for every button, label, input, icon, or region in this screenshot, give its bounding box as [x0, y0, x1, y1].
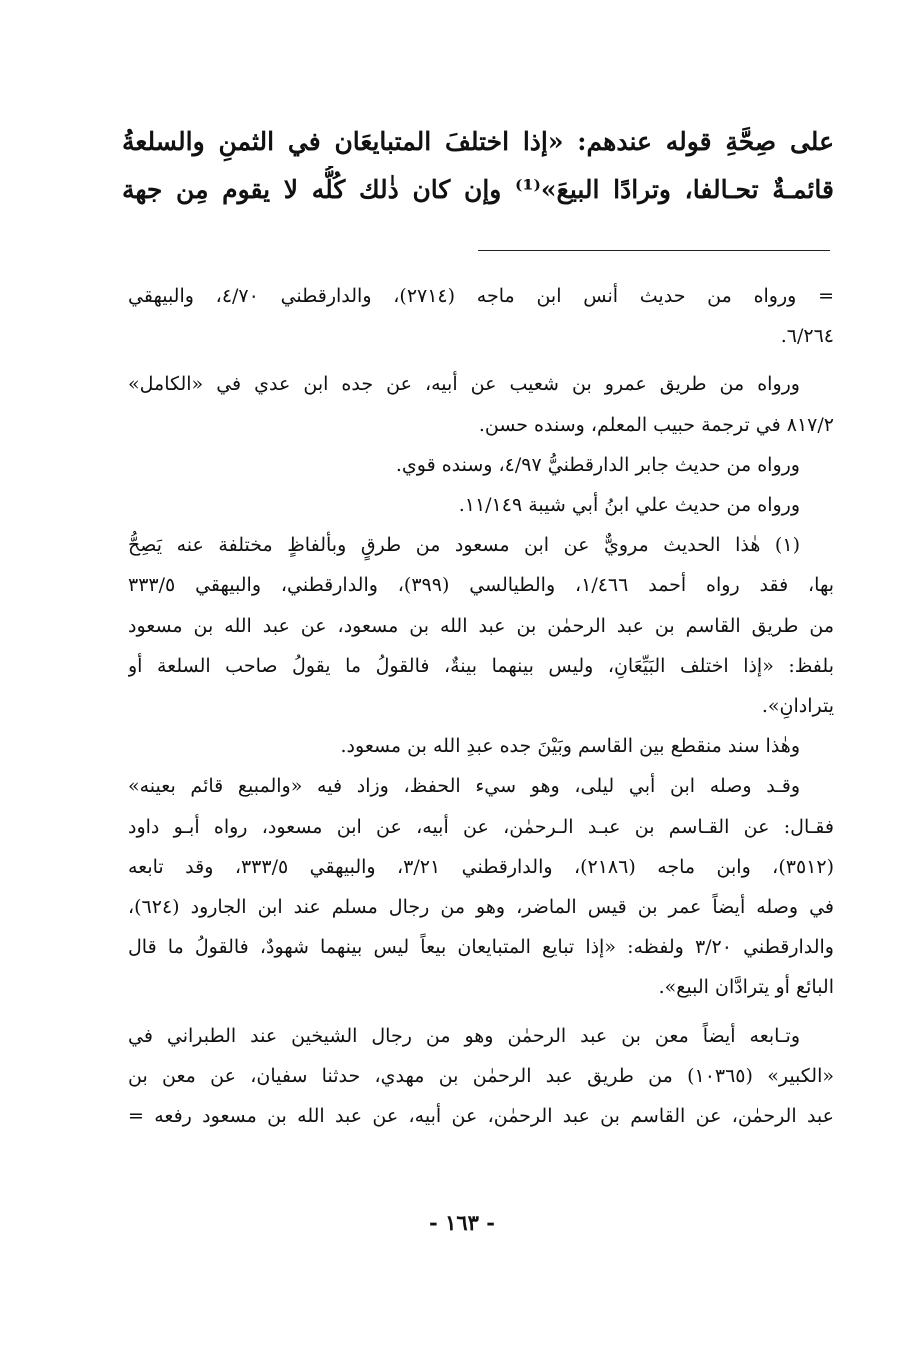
footnote-line: «الكبير» (١٠٣٦٥) من طريق عبد الرحمٰن بن مهدي، حدثنا سفيان، عن معن بن	[128, 1064, 834, 1087]
footnote-line: وقـد وصله ابن أبي ليلى، وهو سيء الحفظ، وزاد فيه «والمبيع قائم بعينه»	[128, 775, 800, 798]
footnote-line: بلفظ: «إذا اختلف البَيِّعَانِ، وليس بينهما بينةٌ، فالقولُ ما يقولُ صاحب السلعة أو	[128, 654, 834, 677]
footnote-line: ورواه من حديث علي ابنُ أبي شيبة ١١/١٤٩.	[458, 494, 800, 517]
footnote-line: بها، فقد رواه أحمد ١/٤٦٦، والطيالسي (٣٩٩)، والدارقطني، والبيهقي ٣٣٣/٥	[128, 574, 834, 597]
footnote-line: ٨١٧/٢ في ترجمة حبيب المعلم، وسنده حسن.	[478, 413, 834, 436]
footnote-line: ٦/٢٦٤.	[780, 325, 834, 348]
main-text-line: على صِحَّةِ قوله عندهم: «إذا اختلفَ المتبايعَان في الثمنِ والسلعةُ	[122, 127, 834, 156]
footnote-line: ورواه من حديث جابر الدارقطنيُّ ٤/٩٧، وسنده قوي.	[395, 453, 800, 476]
footnote-line: يترادانِ».	[761, 695, 834, 718]
footnote-line: فقـال: عن القـاسم بن عبـد الـرحمٰن، عن أبيه، عن ابن مسعود، رواه أبـو داود	[128, 815, 834, 838]
footnote-line: وهٰذا سند منقطع بين القاسم وبَيْنَ جده عبدِ الله بن مسعود.	[340, 735, 800, 758]
footnote-line: (٣٥١٢)، وابن ماجه (٢١٨٦)، والدارقطني ٣/٢١، والبيهقي ٣٣٣/٥، وقد تابعه	[128, 855, 834, 878]
footnote-line: عبد الرحمٰن، عن القاسم بن عبد الرحمٰن، عن أبيه، عن عبد الله بن مسعود رفعه =	[128, 1105, 834, 1128]
main-text-block	[122, 118, 834, 214]
footnote-line: ورواه من طريق عمرو بن شعيب عن أبيه، عن جده ابن عدي في «الكامل»	[128, 373, 800, 396]
footnote-line: في وصله أيضاً عمر بن قيس الماضر، وهو من رجال مسلم عند ابن الجارود (٦٢٤)،	[128, 896, 834, 919]
footnote-line: والدارقطني ٣/٢٠ ولفظه: «إذا تبايع المتبايعان بيعاً ليس بينهما شهودٌ، فالقولُ ما قال	[128, 936, 834, 959]
footnote-line: وتـابعه أيضاً معن بن عبد الرحمٰن وهو من رجال الشيخين عند الطبراني في	[128, 1024, 800, 1047]
footnotes-block	[128, 276, 834, 1136]
main-text-line: قائمـةٌ تحـالفا، وترادًا البيعَ»⁽¹⁾ وإن كان ذٰلك كُلُّه لا يقوم مِن جهة	[122, 175, 834, 204]
footnote-line: = ورواه من حديث أنس ابن ماجه (٢٧١٤)، والدارقطني ٤/٧٠، والبيهقي	[128, 285, 834, 307]
footnote-separator	[478, 250, 830, 251]
footnote-line: (١) هٰذا الحديث مرويٌّ عن ابن مسعود من طرقٍ وبألفاظٍ مختلفة عنه يَصِحُّ	[128, 534, 800, 557]
footnote-line: من طريق القاسم بن عبد الرحمٰن بن عبد الله بن مسعود، عن عبد الله بن مسعود	[128, 614, 834, 637]
page-number: - ١٦٣ -	[429, 1210, 495, 1235]
footnote-line: البائع أو يترادَّان البيع».	[658, 976, 834, 999]
